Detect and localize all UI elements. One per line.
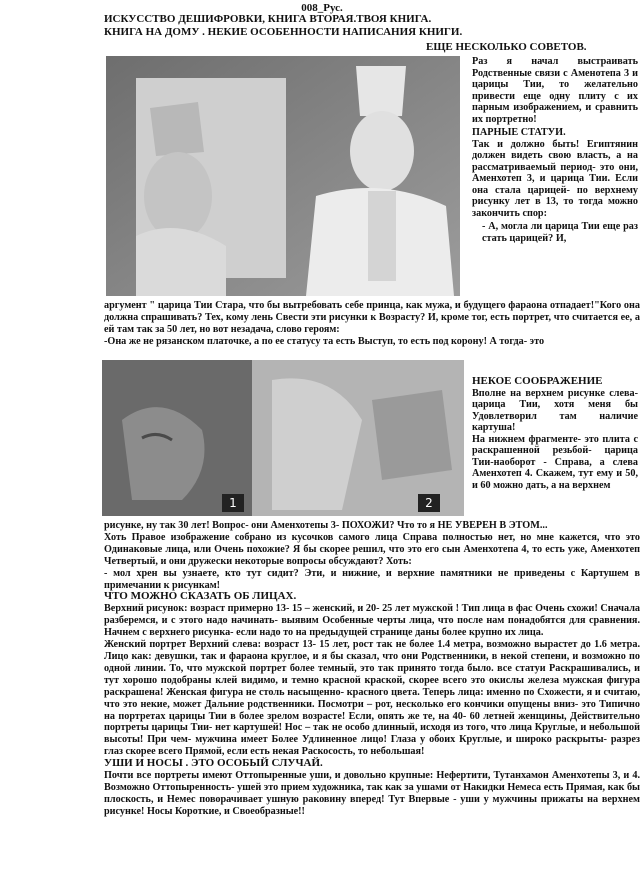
intro-paragraph: Раз я начал выстраивать Родственные связи с Аменотепа 3 и царицы Тии, то желательно привести еще одну плиту с их парным изображением, и сравнить их портретно! <box>472 56 638 125</box>
paired-statues-text: Так и должно быть! Египтянин должен видеть свою власть, а на рассматриваемый период- это они, Аменхотеп 3, и царица Тии. Если она стала царицей- по верхнему рисунку лет в 13, то тогда можно закончить спор: <box>472 138 638 219</box>
paired-statues-photo <box>106 56 460 296</box>
consideration-text-2: На нижнем фрагменте- это плита с раскрашенной резьбой- царица Тии-наоборот - Справа, а слева Аменхотеп 4. Скажем, тут ему и 50, и 60 можно дать, а на верхнем <box>472 433 638 491</box>
main-text-block <box>104 520 640 818</box>
question-line: - А, могла ли царица Тии еще раз стать царицей? И, <box>482 221 638 244</box>
comparison-paragraph: рисунке, ну так 30 лет! Вопрос- они Аменхотепы 3- ПОХОЖИ? Что то я НЕ УВЕРЕН В ЭТОМ... <box>104 520 548 531</box>
argument-block <box>104 300 640 348</box>
header-line-1: ИСКУССТВО ДЕШИФРОВКИ, КНИГА ВТОРАЯ.ТВОЯ КНИГА. <box>104 13 432 25</box>
relief-fragments-photo <box>102 360 464 516</box>
section-subtitle: ЕЩЕ НЕСКОЛЬКО СОВЕТОВ. <box>426 41 587 53</box>
fragments-paragraph: Хоть Правое изображение собрано из кусочков самого лица Справа полностью нет, но мне кажется, что это Одинаковые лица, или Очень похожие? Я бы скорее решил, что это его сын Аменхотепа 4, то есть уже, Аменхотеп Четвертый, и они дружески некоторые вопросы обсуждают? Хоть: <box>104 531 640 567</box>
ears-paragraph: Почти все портреты имеют Оттопыренные уши, и довольно крупные: Нефертити, Тутанхамон Аменхотепы 3, и 4. Возможно Оттопыренность- ушей это прием художника, так как за ушами от Накидки Немеса есть Прямая, как бы плоскость, и Немес поворачивает ушную раковину вперед! Тут Впервые - уши у мужчины прижаты на верхнем рисунке! Носы Короткие, и Своеобразные!! <box>104 770 640 817</box>
ryazan-paragraph: -Она же не рязанском платочке, а по ее статусу та есть Выступ, то есть под корону! А тогда- это <box>104 335 545 347</box>
photo-label-1: 1 <box>222 494 244 512</box>
statues-illustration <box>106 56 460 296</box>
document-header <box>104 13 624 39</box>
header-line-2: КНИГА НА ДОМУ . НЕКИЕ ОСОБЕННОСТИ НАПИСАНИЯ КНИГИ. <box>104 26 463 38</box>
consideration-heading: НЕКОЕ СООБРАЖЕНИЕ <box>472 375 603 387</box>
relief-illustration <box>102 360 464 516</box>
upper-picture-paragraph: Верхний рисунок: возраст примерно 13- 15 – женский, и 20- 25 лет мужской ! Тип лица в фас Очень схожи! Сначала разберемся, и с этого надо начинать- выявим Особенные черты лица, что после нам понадобятся для сравнения. Начнем с верхнего рисунка- если надо то на предыдущей странице даны более крупно их лица. <box>104 603 640 639</box>
page-number: 008_Рус. <box>301 2 343 14</box>
photo-label-2: 2 <box>418 494 440 512</box>
consideration-text-1: Вполне на верхнем рисунке слева- царица Тии, хотя меня бы Удовлетворил там наличие картуша! <box>472 387 638 433</box>
right-column-2 <box>472 376 638 491</box>
female-portrait-paragraph: Женский портрет Верхний слева: возраст 13- 15 лет, рост так не более 1.4 метра, возможно вырастет до 1.6 метра. Лицо как: девушки, так и фараона круглое, и я бы сказал, что они Родственники, в некой степени, и возможно по одной линии. То, что мужской портрет более темный, это так принято тогда было. все статуи Раскрашивались, и тут хорошо подобраны клей видимо, и темно красной краской, скорее всего это окислы железа мужская фигура раскрашена! Женская фигура не столь насыщенно- красного цвета. Теперь лица: именно по Схожести, я и считаю, что это некие, может Дальние родственники. Посмотри – рот, несколько его кончики опущены вниз- это Типично на портретах царицы Тии в более зрелом возрасте! Если, опять же те, на 40- 60 летней женщины, Действительно портреты царицы Тии- нет картушей! Нос – так не особо длинный, исходя из того, что лица Круглые, и небольшой высоты! При чем- мужчина имеет Более Удлиненное лицо! Глаза у обоих Круглые, и широко раскрыты- разрез глаз скорее всего Прямой, если есть некая Раскосость, то небольшая! <box>104 639 640 758</box>
argument-paragraph: аргумент " царица Тии Стара, что бы вытребовать себе принца, как мужа, и будущего фараона отпадает!"Кого она должна спрашивать? Тех, кому лень Свести эти рисунки к Возрасту? И, кроме тог, есть портрет, что считается ее, а ей там так за 50 лет, но вот незадача, слово героям: <box>104 300 640 335</box>
paired-statues-heading: ПАРНЫЕ СТАТУИ. <box>472 127 566 138</box>
faces-heading: ЧТО МОЖНО СКАЗАТЬ ОБ ЛИЦАХ. <box>104 590 297 603</box>
right-column-1 <box>472 56 638 244</box>
ears-heading: УШИ И НОСЫ . ЭТО ОСОБЫЙ СЛУЧАЙ. <box>104 757 323 770</box>
cartouche-paragraph: - мол хрен вы узнаете, кто тут сидит? Эти, и нижние, и верхние памятники не приведены с Картушем в примечании к рисункам! <box>104 567 640 591</box>
